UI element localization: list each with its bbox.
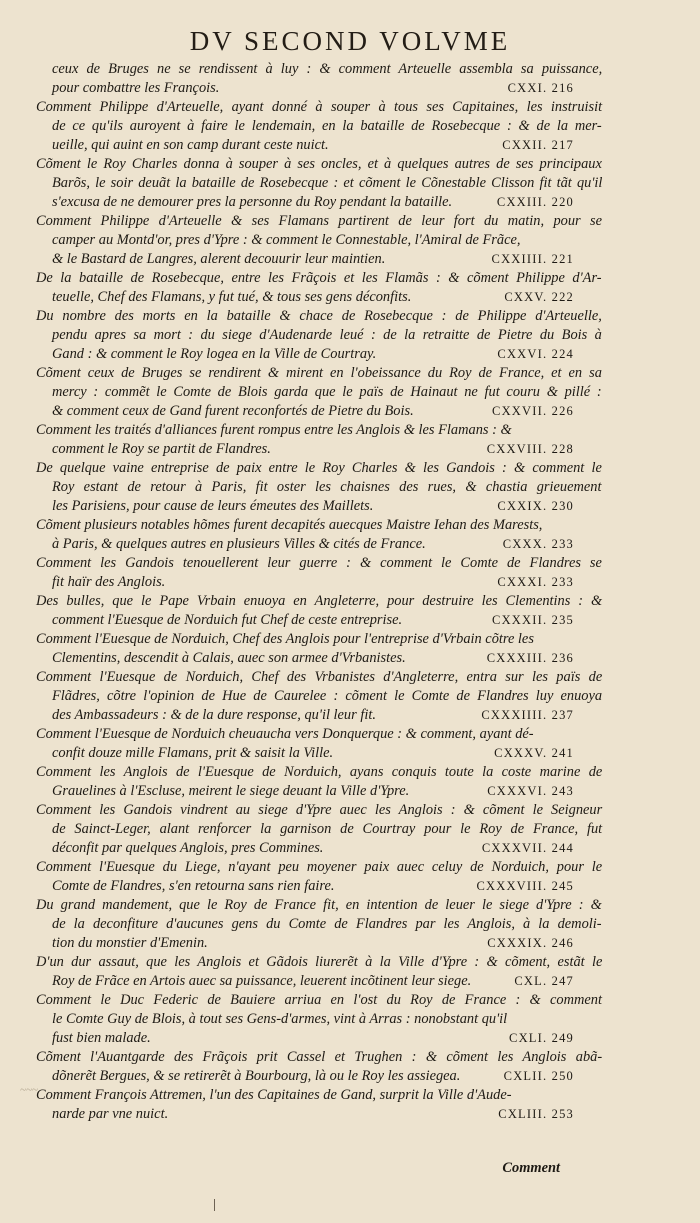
toc-entry-text: le Comte Guy de Blois, à tout ses Gens-d'armes, vint à Arras : nonobstant qu'il xyxy=(52,1011,508,1027)
toc-entry-line xyxy=(0,478,700,497)
toc-entry-text: narde par vne nuict. xyxy=(52,1106,169,1122)
toc-entry-line xyxy=(0,725,700,744)
ink-mark xyxy=(214,1199,215,1211)
toc-entry-line xyxy=(0,364,700,383)
toc-entry-text: dõnerẽt Bergues, & se retirerẽt à Bourbourg, là ou le Roy les assiegea. xyxy=(52,1068,461,1084)
toc-entry-line xyxy=(0,307,700,326)
toc-entry-text: Flãdres, cõtre l'opinion de Hue de Caurelee : cõment le Comte de Flandres luy enuoya xyxy=(52,688,603,704)
toc-entry-text: Clementins, descendit à Calais, auec son armee d'Vrbanistes. xyxy=(52,650,406,666)
chapter-page-ref: CXXXV. 241 xyxy=(494,746,574,760)
toc-entry-text: mercy : commẽt le Comte de Blois garda que le païs de Hainaut ne fut couru & pillé : xyxy=(52,384,602,400)
toc-entry-text: Comment les Gandois tenouellerent leur guerre : & comment le Comte de Flandres se xyxy=(36,555,602,571)
toc-entry-text: camper au Montd'or, pres d'Ypre : & comment le Connestable, l'Amiral de Frãce, xyxy=(52,232,521,248)
toc-entry-text: Roy estant de retour à Paris, fit oster les chaisnes des rues, & chastia grieuement xyxy=(52,479,602,495)
toc-entry-line xyxy=(0,554,700,573)
toc-entry-text: De la bataille de Rosebecque, entre les Frãçois et les Flamãs : & cõment Philippe d'Ar- xyxy=(36,270,602,286)
toc-entry-line xyxy=(0,877,700,896)
toc-entry-line xyxy=(0,421,700,440)
toc-entry-text: des Ambassadeurs : & de la dure response, qu'il leur fit. xyxy=(52,707,376,723)
toc-entry-text: déconfit par quelques Anglois, pres Commines. xyxy=(52,840,324,856)
toc-entry-line xyxy=(0,212,700,231)
toc-entry-line xyxy=(0,250,700,269)
chapter-page-ref: CXXII. 217 xyxy=(502,138,574,152)
toc-entry-line xyxy=(0,345,700,364)
toc-entry-line xyxy=(0,1067,700,1086)
chapter-page-ref: CXXXIIII. 237 xyxy=(481,708,574,722)
toc-entry-text: Comment l'Euesque du Liege, n'ayant peu moyener paix auec celuy de Norduich, pour le xyxy=(36,859,603,875)
toc-entry-line xyxy=(0,744,700,763)
toc-entry-line xyxy=(0,991,700,1010)
toc-entry-line xyxy=(0,440,700,459)
toc-entry-line xyxy=(0,1105,700,1124)
toc-entry-line xyxy=(0,592,700,611)
chapter-page-ref: CXXIII. 220 xyxy=(496,195,574,209)
chapter-page-ref: CXXXVIII. 245 xyxy=(476,879,574,893)
toc-entry-line xyxy=(0,535,700,554)
chapter-page-ref: CXXXII. 235 xyxy=(492,613,574,627)
toc-entry-line xyxy=(0,611,700,630)
toc-entry-line xyxy=(0,459,700,478)
toc-entry-text: Comment Philippe d'Arteuelle, ayant donné à souper à tous ses Capitaines, les instruisit xyxy=(36,99,603,115)
toc-entry-line xyxy=(0,972,700,991)
running-header: DV SECOND VOLVME xyxy=(189,26,511,56)
toc-entry-line xyxy=(0,1048,700,1067)
chapter-page-ref: CXXI. 216 xyxy=(507,81,574,95)
chapter-page-ref: CXXX. 233 xyxy=(502,537,574,551)
toc-entry-line xyxy=(0,1029,700,1048)
toc-entry-line xyxy=(0,155,700,174)
toc-entry-text: Comment les Gandois vindrent au siege d'Ypre auec les Anglois : & cõment le Seigneur xyxy=(36,802,603,818)
toc-entry-line xyxy=(0,915,700,934)
library-mark: ~~~ xyxy=(20,1084,38,1096)
chapter-page-ref: CXXXI. 233 xyxy=(497,575,574,589)
toc-entry-line xyxy=(0,136,700,155)
toc-entry-text: Cõment le Roy Charles donna à souper à ses oncles, et à quelques autres de ses principaux xyxy=(36,156,602,172)
toc-entry-text: les Parisiens, pour cause de leurs émeutes des Maillets. xyxy=(52,498,374,514)
toc-entry-text: à Paris, & quelques autres en plusieurs Villes & cités de France. xyxy=(52,536,426,552)
toc-entry-text: Roy de Frãce en Artois auec sa puissance, leuerent incõtinent leur siege. xyxy=(52,973,472,989)
toc-entry-line xyxy=(0,497,700,516)
chapter-page-ref: CXLIII. 253 xyxy=(498,1107,574,1121)
toc-entry-text: teuelle, Chef des Flamans, y fut tué, & tous ses gens déconfits. xyxy=(52,289,412,305)
toc-entry-line xyxy=(0,79,700,98)
toc-entry-line xyxy=(0,117,700,136)
toc-entry-text: Comment l'Euesque de Norduich cheuaucha vers Donquerque : & comment, ayant dé- xyxy=(36,726,534,742)
toc-entry-text: Du grand mandement, que le Roy de France fit, en intention de leuer le siege d'Ypre : & xyxy=(36,897,602,913)
toc-entry-text: de ce qu'ils auroyent à faire le lendemain, en la bataille de Rosebecque : & de la mer- xyxy=(52,118,602,134)
toc-entry-text: Cõment plusieurs notables hõmes furent decapités auecques Maistre Iehan des Marests, xyxy=(36,517,543,533)
toc-entry-line xyxy=(0,402,700,421)
toc-entry-text: Du nombre des morts en la bataille & chace de Rosebecque : de Philippe d'Arteuelle, xyxy=(36,308,602,324)
toc-entry-text: & comment ceux de Gand furent reconfortés de Pietre du Bois. xyxy=(52,403,414,419)
toc-entry-line xyxy=(0,953,700,972)
toc-entry-line xyxy=(0,1086,700,1105)
toc-entry-line xyxy=(0,687,700,706)
toc-entry-text: Comment les traités d'alliances furent rompus entre les Anglois & les Flamans : & xyxy=(36,422,512,438)
toc-entry-text: Comment François Attremen, l'un des Capitaines de Gand, surprit la Ville d'Aude- xyxy=(36,1087,512,1103)
toc-entry-line xyxy=(0,782,700,801)
toc-entry-line xyxy=(0,896,700,915)
chapter-page-ref: CXXV. 222 xyxy=(504,290,574,304)
toc-entry-line xyxy=(0,668,700,687)
toc-entry-text: ceux de Bruges ne se rendissent à luy : & comment Arteuelle assembla sa puissance, xyxy=(52,61,603,77)
toc-entry-text: Comte de Flandres, s'en retourna sans rien faire. xyxy=(52,878,335,894)
toc-entry-line xyxy=(0,630,700,649)
toc-entry-line xyxy=(0,706,700,725)
toc-entry-line xyxy=(0,820,700,839)
toc-entry-text: fust bien malade. xyxy=(52,1030,151,1046)
toc-entry-line xyxy=(0,383,700,402)
chapter-page-ref: CXXXVII. 244 xyxy=(481,841,574,855)
toc-entry-line xyxy=(0,326,700,345)
toc-entry-line xyxy=(0,269,700,288)
toc-entry-text: Des bulles, que le Pape Vrbain enuoya en Angleterre, pour destruire les Clementins : & xyxy=(36,593,603,609)
toc-entry-text: Comment l'Euesque de Norduich, Chef des Vrbanistes d'Angleterre, entra sur les païs de xyxy=(36,669,603,685)
toc-entry-text: Cõment l'Auantgarde des Frãçois prit Cassel et Trughen : & cõment les Anglois abã- xyxy=(36,1049,603,1065)
toc-entry-line xyxy=(0,98,700,117)
chapter-page-ref: CXXXIII. 236 xyxy=(486,651,574,665)
toc-entry-text: Comment Philippe d'Arteuelle & ses Flamans partirent de leur fort du matin, pour se xyxy=(36,213,602,229)
toc-entry-text: pendu apres sa mort : du siege d'Audenarde leué : de la retraitte de Pietre du Bois à xyxy=(52,327,602,343)
toc-entry-text: Grauelines à l'Escluse, meirent le siege deuant la Ville d'Ypre. xyxy=(52,783,410,799)
toc-entry-text: Cõment ceux de Bruges se rendirent & mirent en l'obeissance du Roy de France, et en sa xyxy=(36,365,602,381)
toc-entry-line xyxy=(0,193,700,212)
toc-entry-text: De quelque vaine entreprise de paix entre le Roy Charles & les Gandois : & comment le xyxy=(36,460,602,476)
catchword: Comment xyxy=(502,1160,560,1176)
toc-entry-text: Barõs, le soir deuãt la bataille de Rosebecque : et cõment le Cõnestable Clisson fit tãt qu'il xyxy=(52,175,603,191)
chapter-page-ref: CXLI. 249 xyxy=(509,1031,574,1045)
toc-entry-text: de la deconfiture d'aucunes gens du Comte de Flandres par les Anglois, à la demoli- xyxy=(52,916,602,932)
toc-entry-line xyxy=(0,288,700,307)
chapter-page-ref: CXXVIII. 228 xyxy=(486,442,574,456)
toc-entry-text: Comment les Anglois de l'Euesque de Norduich, ayans conquis toute la coste marine de xyxy=(36,764,603,780)
toc-entry-text: confit douze mille Flamans, prit & saisit la Ville. xyxy=(52,745,334,761)
chapter-page-ref: CXLII. 250 xyxy=(503,1069,574,1083)
toc-entry-line xyxy=(0,649,700,668)
toc-entry-text: pour combattre les François. xyxy=(52,80,220,96)
toc-entry-text: ueille, qui auint en son camp durant ceste nuict. xyxy=(52,137,329,153)
toc-entry-line xyxy=(0,801,700,820)
toc-entry-text: tion du monstier d'Emenin. xyxy=(52,935,208,951)
chapter-page-ref: CXXXVI. 243 xyxy=(487,784,574,798)
toc-entry-text: & le Bastard de Langres, alerent decouurir leur maintien. xyxy=(52,251,386,267)
toc-entry-line xyxy=(0,573,700,592)
toc-entry-line xyxy=(0,174,700,193)
chapter-page-ref: CXXIX. 230 xyxy=(497,499,574,513)
toc-entry-text: s'excusa de ne demourer pres la personne du Roy pendant la bataille. xyxy=(52,194,453,210)
toc-entry-text: D'un dur assaut, que les Anglois et Gãdois liurerẽt à la Ville d'Ypre : & cõment, estãt le xyxy=(36,954,603,970)
toc-entry-line xyxy=(0,516,700,535)
toc-entry-text: fit haïr des Anglois. xyxy=(52,574,166,590)
toc-entry-line xyxy=(0,763,700,782)
toc-entry-line xyxy=(0,1010,700,1029)
toc-entry-text: Gand : & comment le Roy logea en la Ville de Courtray. xyxy=(52,346,377,362)
toc-entry-line xyxy=(0,858,700,877)
toc-entry-line xyxy=(0,231,700,250)
toc-entry-text: de Sainct-Leger, alant renforcer la garnison de Courtray pour le Roy de France, fut xyxy=(52,821,603,837)
chapter-page-ref: CXXXIX. 246 xyxy=(487,936,574,950)
chapter-page-ref: CXXIIII. 221 xyxy=(491,252,574,266)
chapter-page-ref: CXXVI. 224 xyxy=(497,347,574,361)
chapter-page-ref: CXL. 247 xyxy=(514,974,574,988)
toc-entry-text: comment le Roy se partit de Flandres. xyxy=(52,441,271,457)
toc-entry-text: Comment l'Euesque de Norduich, Chef des Anglois pour l'entreprise d'Vrbain cõtre les xyxy=(36,631,534,647)
toc-entry-text: comment l'Euesque de Norduich fut Chef de ceste entreprise. xyxy=(52,612,403,628)
toc-entry-text: Comment le Duc Federic de Bauiere arriua en l'ost du Roy de France : & comment xyxy=(36,992,602,1008)
toc-entry-line xyxy=(0,60,700,79)
toc-entry-line xyxy=(0,934,700,953)
toc-entry-line xyxy=(0,839,700,858)
chapter-page-ref: CXXVII. 226 xyxy=(492,404,574,418)
